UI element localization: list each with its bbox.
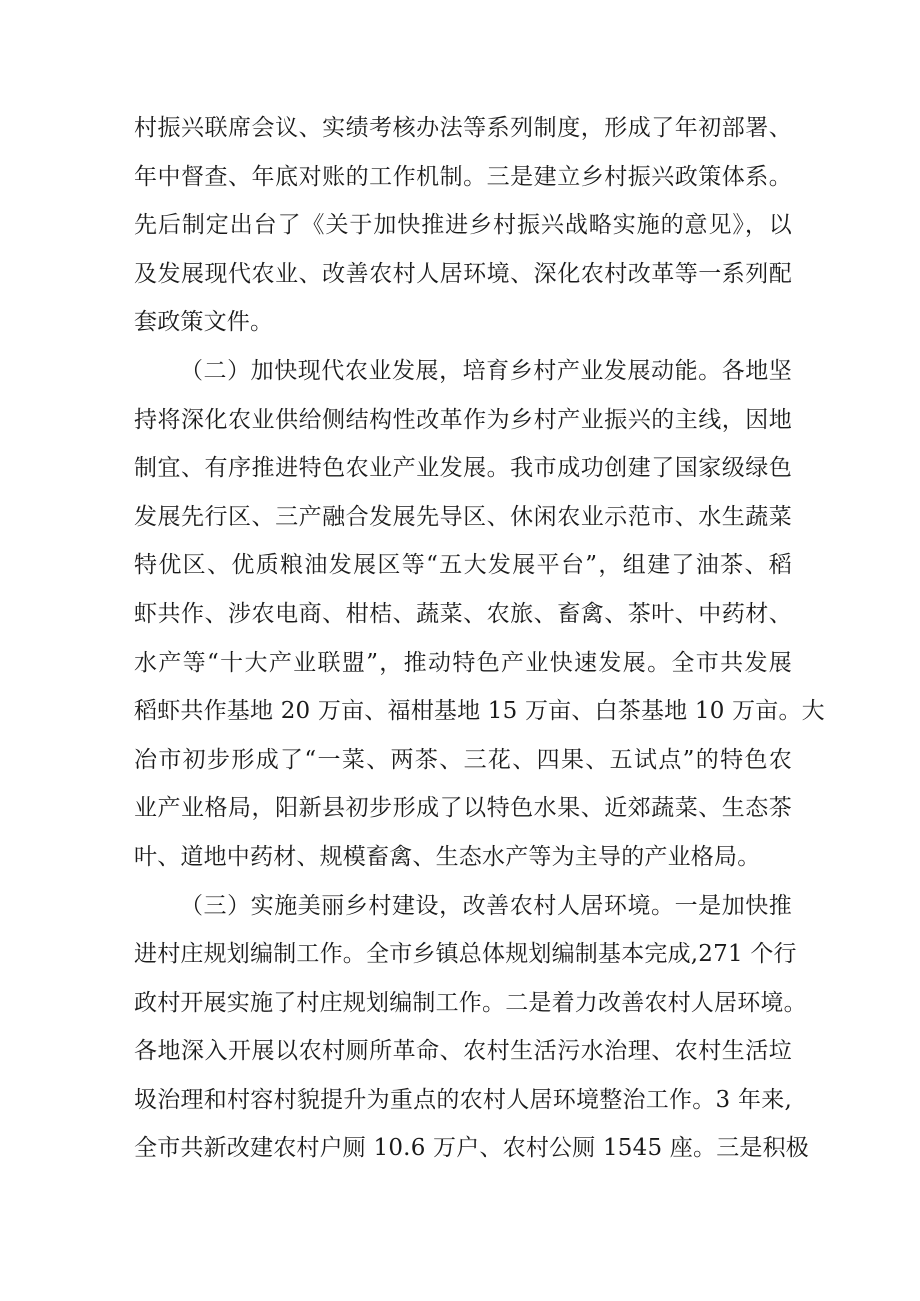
text-line: 虾共作、涉农电商、柑桔、蔬菜、农旅、畜禽、茶叶、中药材、: [134, 600, 792, 627]
text-line: 各地深入开展以农村厕所革命、农村生活污水治理、农村生活垃: [134, 1038, 792, 1065]
text-line: 政村开展实施了村庄规划编制工作。二是着力改善农村人居环境。: [134, 989, 807, 1016]
text-line: 制宜、有序推进特色农业产业发展。我市成功创建了国家级绿色: [134, 455, 792, 482]
text-line: 年中督查、年底对账的工作机制。三是建立乡村振兴政策体系。: [134, 163, 792, 190]
text-line: 发展先行区、三产融合发展先导区、休闲农业示范市、水生蔬菜: [134, 503, 792, 530]
text-line: 圾治理和村容村貌提升为重点的农村人居环境整治工作。3 年来,: [134, 1086, 792, 1113]
text-line: 先后制定出台了《关于加快推进乡村振兴战略实施的意见》，以: [134, 212, 792, 239]
text-line: 冶市初步形成了“一菜、两茶、三花、四果、五试点”的特色农: [134, 746, 792, 773]
text-line: 特优区、优质粮油发展区等“五大发展平台”，组建了油茶、稻: [134, 552, 792, 579]
paragraph-section-3: [134, 882, 809, 1174]
text-line: 稻虾共作基地 20 万亩、福柑基地 15 万亩、白茶基地 10 万亩。大: [134, 698, 825, 725]
text-line: 及发展现代农业、改善农村人居环境、深化农村改革等一系列配: [134, 260, 792, 287]
paragraph-section-2: [134, 347, 825, 882]
text-line: 全市共新改建农村户厕 10.6 万户、农村公厕 1545 座。三是积极: [134, 1135, 809, 1162]
text-line: 套政策文件。: [134, 309, 274, 336]
section-heading-line: （二）加快现代农业发展，培育乡村产业发展动能。各地坚: [180, 357, 792, 384]
text-line: 持将深化农业供给侧结构性改革作为乡村产业振兴的主线，因地: [134, 406, 792, 433]
text-line: 业产业格局，阳新县初步形成了以特色水果、近郊蔬菜、生态茶: [134, 795, 792, 822]
text-line: 叶、道地中药材、规模畜禽、生态水产等为主导的产业格局。: [134, 843, 761, 870]
document-body: [134, 104, 825, 1173]
text-line: 水产等“十大产业联盟”，推动特色产业快速发展。全市共发展: [134, 649, 792, 676]
text-line: 进村庄规划编制工作。全市乡镇总体规划编制基本完成,271 个行: [134, 941, 797, 968]
text-line: 村振兴联席会议、实绩考核办法等系列制度，形成了年初部署、: [134, 115, 792, 141]
section-heading-line: （三）实施美丽乡村建设，改善农村人居环境。一是加快推: [180, 892, 792, 919]
paragraph-continued: [134, 104, 792, 347]
